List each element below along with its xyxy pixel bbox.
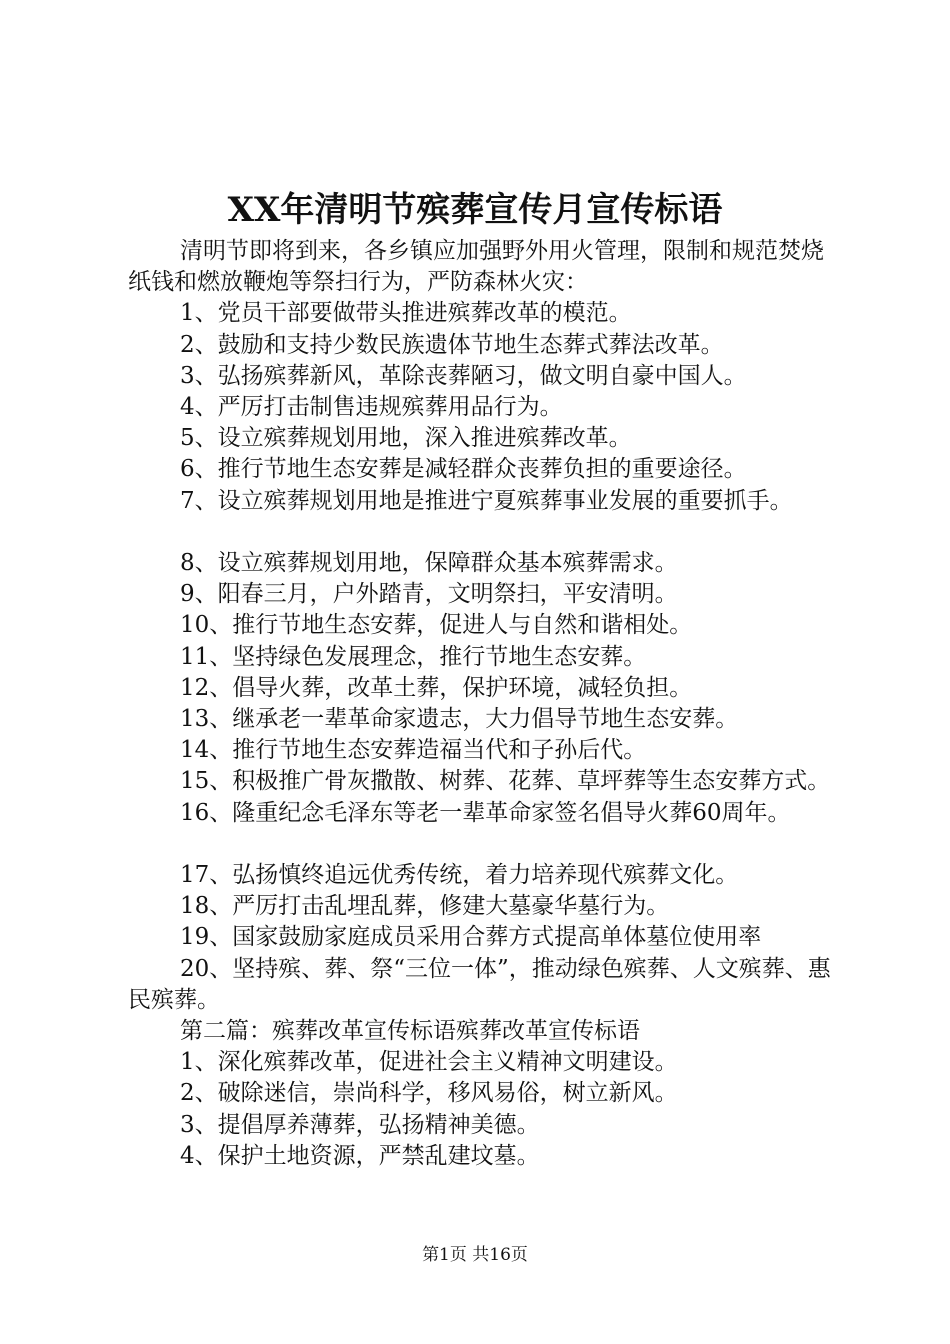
slogan-8: 8、设立殡葬规划用地，保障群众基本殡葬需求。 bbox=[180, 550, 678, 577]
section-heading: 第二篇：殡葬改革宣传标语殡葬改革宣传标语 bbox=[180, 1018, 640, 1045]
slogan-17: 17、弘扬慎终追远优秀传统，着力培养现代殡葬文化。 bbox=[180, 862, 739, 889]
slogan-16: 16、隆重纪念毛泽东等老一辈革命家签名倡导火葬60周年。 bbox=[180, 799, 791, 826]
slogan-18: 18、严厉打击乱埋乱葬，修建大墓豪华墓行为。 bbox=[180, 893, 670, 920]
blank-line bbox=[128, 829, 838, 860]
slogan-13: 13、继承老一辈革命家遗志，大力倡导节地生态安葬。 bbox=[180, 706, 739, 733]
blank-line bbox=[128, 517, 838, 548]
reform-slogan-2: 2、破除迷信，崇尚科学，移风易俗，树立新风。 bbox=[180, 1080, 678, 1107]
slogan-6: 6、推行节地生态安葬是减轻群众丧葬负担的重要途径。 bbox=[180, 456, 747, 483]
slogan-12: 12、倡导火葬，改革土葬，保护环境，减轻负担。 bbox=[180, 674, 693, 701]
slogan-7: 7、设立殡葬规划用地是推进宁夏殡葬事业发展的重要抓手。 bbox=[180, 487, 793, 514]
page-footer: 第1页 共16页 bbox=[422, 1245, 528, 1265]
paragraph-intro: 清明节即将到来，各乡镇应加强野外用火管理，限制和规范焚烧纸钱和燃放鞭炮等祭扫行为，严防森林火灾： bbox=[128, 238, 824, 296]
slogan-11: 11、坚持绿色发展理念，推行节地生态安葬。 bbox=[180, 643, 647, 670]
slogan-5: 5、设立殡葬规划用地，深入推进殡葬改革。 bbox=[180, 425, 632, 452]
document-title: XX年清明节殡葬宣传月宣传标语 bbox=[227, 190, 723, 230]
reform-slogan-4: 4、保护土地资源，严禁乱建坟墓。 bbox=[180, 1142, 540, 1169]
reform-slogan-3: 3、提倡厚养薄葬，弘扬精神美德。 bbox=[180, 1111, 540, 1138]
slogan-3: 3、弘扬殡葬新风，革除丧葬陋习，做文明自豪中国人。 bbox=[180, 362, 747, 389]
slogan-19: 19、国家鼓励家庭成员采用合葬方式提高单体墓位使用率 bbox=[180, 924, 762, 951]
slogan-10: 10、推行节地生态安葬，促进人与自然和谐相处。 bbox=[180, 612, 693, 639]
reform-slogan-1: 1、深化殡葬改革，促进社会主义精神文明建设。 bbox=[180, 1049, 678, 1076]
slogan-2: 2、鼓励和支持少数民族遗体节地生态葬式葬法改革。 bbox=[180, 331, 724, 358]
slogan-4: 4、严厉打击制售违规殡葬用品行为。 bbox=[180, 394, 563, 421]
slogan-1: 1、党员干部要做带头推进殡葬改革的模范。 bbox=[180, 300, 632, 327]
document-body bbox=[128, 236, 838, 1172]
slogan-9: 9、阳春三月，户外踏青，文明祭扫，平安清明。 bbox=[180, 581, 678, 608]
slogan-14: 14、推行节地生态安葬造福当代和子孙后代。 bbox=[180, 737, 647, 764]
slogan-15: 15、积极推广骨灰撒散、树葬、花葬、草坪葬等生态安葬方式。 bbox=[180, 768, 831, 795]
slogan-20: 20、坚持殡、葬、祭“三位一体”，推动绿色殡葬、人文殡葬、惠民殡葬。 bbox=[128, 955, 831, 1013]
